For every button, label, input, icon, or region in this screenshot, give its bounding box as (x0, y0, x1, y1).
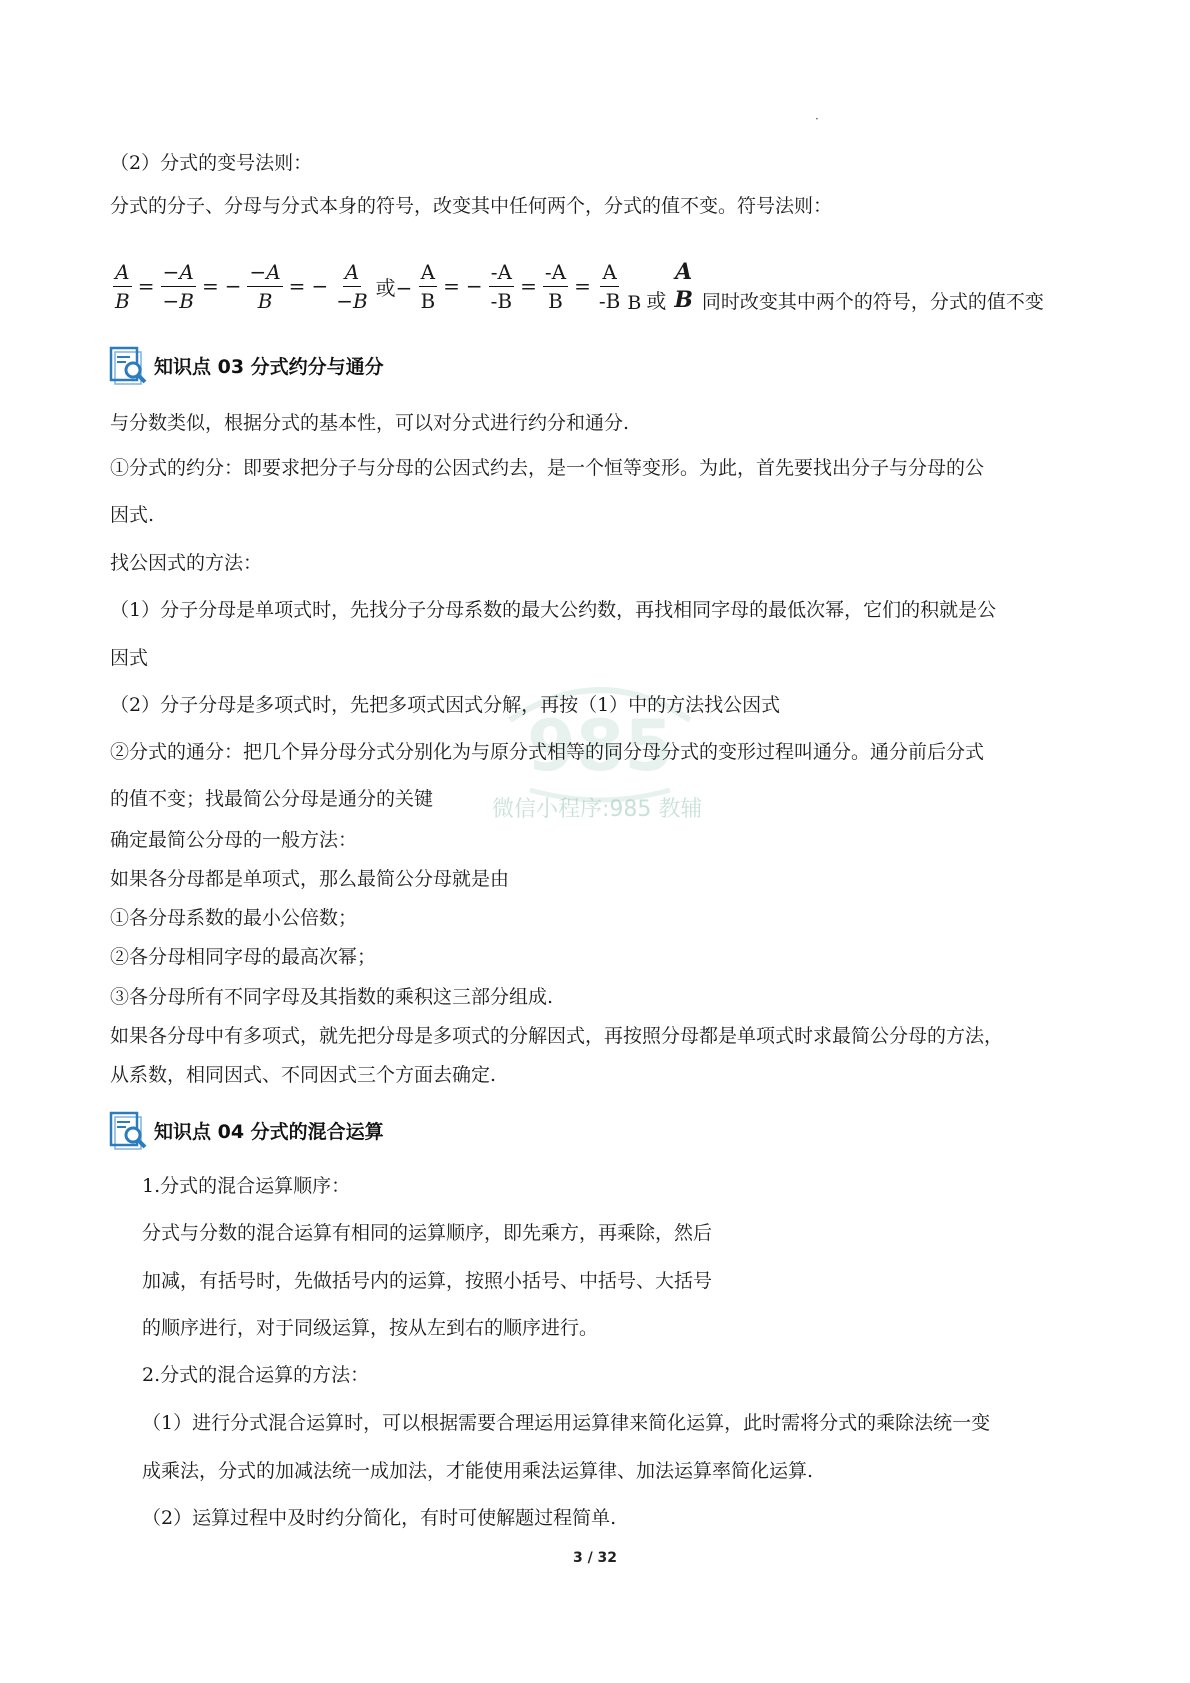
formula-tail-text: 同时改变其中两个的符号，分式的值不变 (701, 291, 1044, 313)
bold-fraction: A B (674, 259, 693, 313)
section-title: 知识点 03 分式约分与通分 (154, 355, 384, 378)
paragraph: 与分数类似，根据分式的基本性，可以对分式进行约分和通分. (110, 412, 630, 434)
page-dot: · (815, 112, 819, 126)
paragraph: 分式与分数的混合运算有相同的运算顺序，即先乘方，再乘除，然后 (142, 1222, 713, 1244)
section-heading-04 (108, 1109, 384, 1151)
fraction: $\frac{A}{-B}$ (336, 259, 368, 313)
fraction: $\frac{-A}{-B}$ (162, 259, 194, 313)
paragraph: ①各分母系数的最小公倍数； (110, 907, 358, 929)
equals-sign: = (520, 274, 537, 298)
section-title: 知识点 04 分式的混合运算 (154, 1120, 384, 1143)
fraction: $\frac{A}{B}$ (420, 259, 436, 313)
paragraph: 1.分式的混合运算顺序： (142, 1175, 351, 1197)
sign-rule-title: （2）分式的变号法则： (110, 152, 313, 174)
equals-sign: = (137, 274, 155, 298)
paragraph: 加减，有括号时，先做括号内的运算，按照小括号、中括号、大括号 (142, 1270, 713, 1292)
equals-sign: = (443, 274, 460, 298)
fraction: $\frac{-A}{B}$ (249, 259, 281, 313)
section-heading-03 (108, 344, 384, 386)
paragraph: （1）进行分式混合运算时，可以根据需要合理运用运算律来简化运算，此时需将分式的乘除法统一变 (142, 1412, 991, 1434)
paragraph: 找公因式的方法： (110, 552, 263, 574)
paragraph: 的顺序进行，对于同级运算，按从左到右的顺序进行。 (142, 1317, 599, 1339)
or-text: 或 (646, 289, 667, 313)
paragraph: （2）运算过程中及时约分简化，有时可使解题过程简单. (142, 1507, 617, 1529)
paragraph: 的值不变；找最简公分母是通分的关键 (110, 788, 434, 810)
paragraph: ②分式的通分：把几个异分母分式分别化为与原分式相等的同分母分式的变形过程叫通分。通分前后分式 (110, 741, 985, 763)
paragraph: 从系数，相同因式、不同因式三个方面去确定. (110, 1064, 497, 1086)
paragraph: 如果各分母中有多项式，就先把分母是多项式的分解因式，再按照分母都是单项式时求最简公分母的方法， (110, 1025, 1004, 1047)
sign-rule-description: 分式的分子、分母与分式本身的符号，改变其中任何两个，分式的值不变。符号法则： (110, 195, 833, 217)
equals-sign: = (201, 274, 219, 298)
paragraph: （2）分子分母是多项式时，先把多项式因式分解，再按（1）中的方法找公因式 (110, 694, 781, 716)
paragraph: 成乘法，分式的加减法统一成加法，才能使用乘法运算律、加法运算率简化运算. (142, 1460, 814, 1482)
sign-rule-formula (110, 250, 1044, 322)
minus-sign: − (311, 274, 329, 298)
fraction: $\frac{-A}{-B}$ (490, 259, 513, 313)
paragraph: ②各分母相同字母的最高次幂； (110, 946, 377, 968)
paragraph: 因式. (110, 504, 155, 526)
equals-sign: = (574, 274, 591, 298)
subscript-b: B (627, 292, 642, 314)
minus-sign: − (465, 274, 483, 298)
knowledge-search-icon (108, 345, 148, 385)
paragraph: 如果各分母都是单项式，那么最简公分母就是由 (110, 868, 510, 890)
knowledge-search-icon (108, 1110, 148, 1150)
fraction: $\frac{A}{-B}$ (598, 259, 621, 313)
paragraph: 确定最简公分母的一般方法： (110, 829, 358, 851)
svg-text:985: 985 (526, 705, 674, 787)
minus-sign: − (224, 274, 242, 298)
or-minus-text: 或− (375, 275, 413, 300)
page-number: 3 / 32 (572, 1550, 618, 1566)
paragraph: ③各分母所有不同字母及其指数的乘积这三部分组成. (110, 986, 554, 1008)
paragraph: 2.分式的混合运算的方法： (142, 1364, 370, 1386)
fraction: $\frac{-A}{B}$ (544, 259, 567, 313)
paragraph: 因式 (110, 647, 149, 669)
paragraph: （1）分子分母是单项式时，先找分子分母系数的最大公约数，再找相同字母的最低次幂，它们的积就是公 (110, 599, 997, 621)
paragraph: ①分式的约分：即要求把分子与分母的公因式约去，是一个恒等变形。为此，首先要找出分子与分母的公 (110, 457, 985, 479)
fraction: $\frac{A}{B}$ (115, 259, 130, 313)
watermark-text: 微信小程序:985 教辅 (492, 797, 703, 822)
equals-sign: = (288, 274, 306, 298)
